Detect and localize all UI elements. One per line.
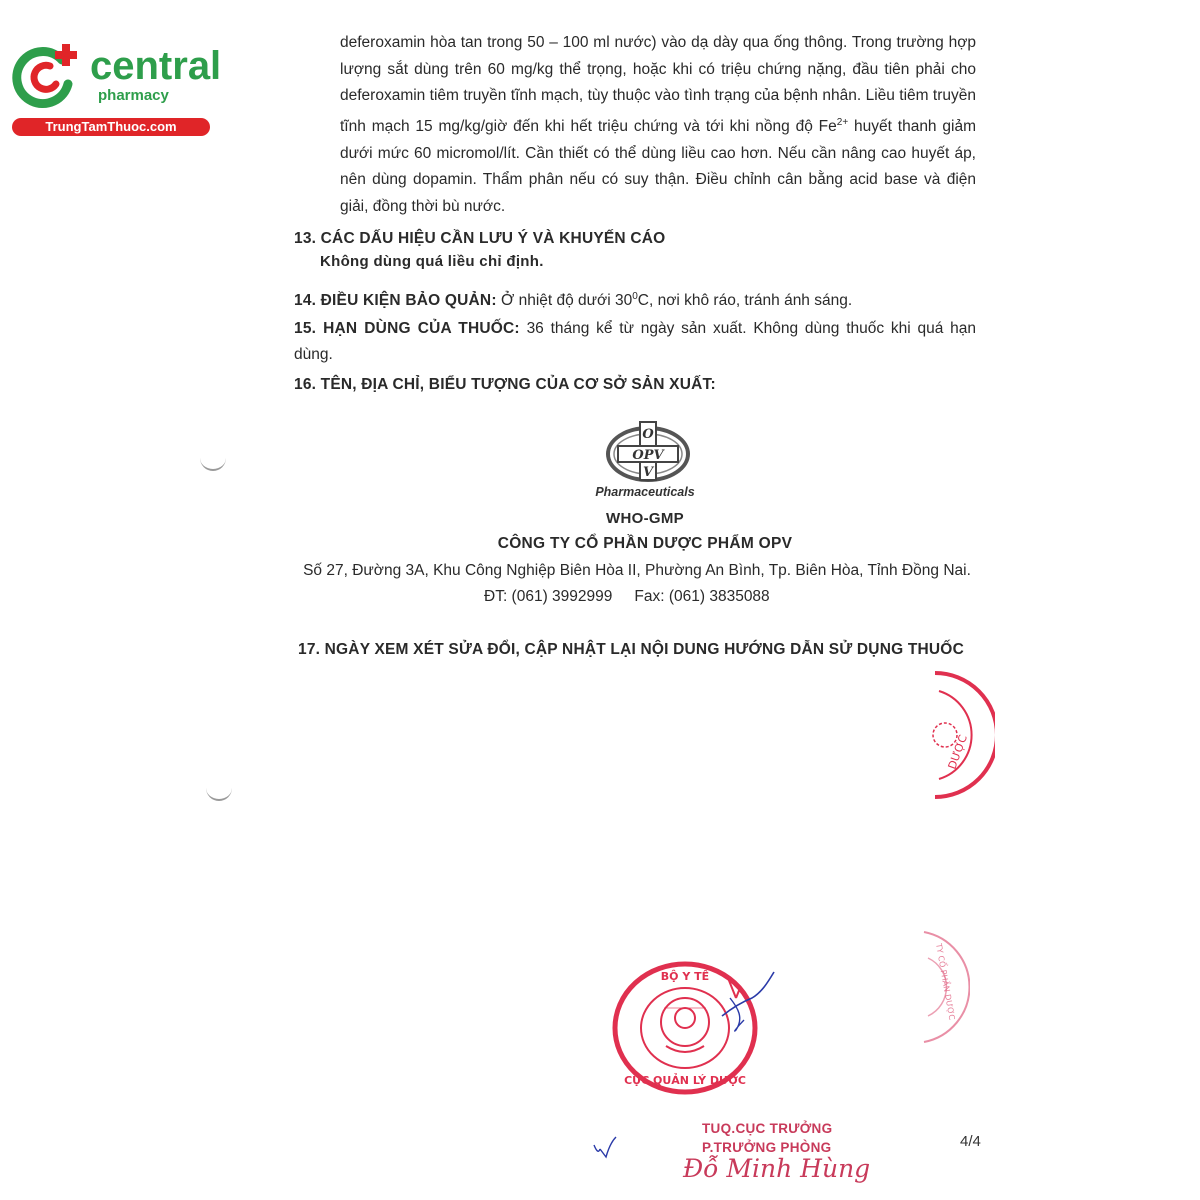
- ministry-stamp-top-text: BỘ Y TẾ: [660, 970, 710, 983]
- company-contact: [484, 588, 792, 606]
- section-14-superscript: 0: [632, 291, 638, 302]
- page-number: 4/4: [960, 1133, 981, 1150]
- who-gmp-label: WHO-GMP: [606, 510, 684, 527]
- company-stamp-partial-top-text: DƯỢC: [945, 733, 971, 772]
- section-17: [298, 637, 964, 663]
- section-15: [294, 316, 976, 368]
- signature-scribble: [718, 968, 778, 1038]
- section-13-heading: [294, 226, 665, 252]
- section-13-title: 13. CÁC DẤU HIỆU CẦN LƯU Ý VÀ KHUYẾN CÁO: [294, 230, 666, 247]
- signature-line-1: TUQ.CỤC TRƯỞNG: [702, 1121, 833, 1136]
- opv-logo-text: OPV: [632, 448, 664, 463]
- intro-superscript: 2+: [836, 116, 849, 128]
- company-stamp-partial-text: TY CỔ PHẦN DƯỢC: [934, 942, 957, 1021]
- ministry-stamp-bottom-text: CỤC QUẢN LÝ DƯỢC: [624, 1074, 746, 1087]
- signature-name: Đỗ Minh Hùng: [683, 1154, 871, 1183]
- signature-line-2: P.TRƯỞNG PHÒNG: [702, 1140, 832, 1155]
- punch-hole-top: [200, 455, 226, 471]
- section-15-title: 15. HẠN DÙNG CỦA THUỐC:: [294, 320, 520, 337]
- opv-letter-o: O: [642, 427, 654, 442]
- pharmaceuticals-label: Pharmaceuticals: [595, 485, 695, 499]
- section-13-warning: Không dùng quá liều chỉ định.: [320, 253, 544, 270]
- opv-logo-icon: [604, 418, 692, 484]
- section-14: [294, 284, 852, 314]
- company-address: Số 27, Đường 3A, Khu Công Nghiệp Biên Hòa II, Phường An Bình, Tp. Biên Hòa, Tỉnh Đồng Nai.: [303, 562, 971, 579]
- intro-text-end: huyết thanh giảm dưới mức 60 micromol/lít. Cần thiết có thể dùng liều cao hơn. Nếu cần nâng cao huyết áp, nên dùng dopamin. Thẩm phân nếu có suy thận. Điều chỉnh cân bằng acid base và điện giải, đồng thời bù nước.: [340, 117, 976, 215]
- section-14-title: 14. ĐIỀU KIỆN BẢO QUẢN:: [294, 292, 497, 310]
- section-14-text: Ở nhiệt độ dưới 30: [496, 292, 633, 310]
- central-logo-icon: [10, 40, 82, 112]
- section-16: [294, 372, 716, 398]
- intro-paragraph: [340, 30, 976, 220]
- section-16-title: 16. TÊN, ĐỊA CHỈ, BIỂU TƯỢNG CỦA CƠ SỞ SẢN XUẤT:: [294, 376, 716, 393]
- initial-mark: [590, 1133, 620, 1163]
- section-15-text: 36 tháng kể từ ngày sản xuất. Không dùng thuốc khi quá hạn dùng.: [294, 320, 976, 363]
- company-name: CÔNG TY CỔ PHẦN DƯỢC PHẨM OPV: [497, 535, 793, 552]
- central-pharmacy-logo[interactable]: [10, 36, 222, 136]
- phone-number: ĐT: (061) 3992999: [484, 588, 613, 605]
- logo-url-badge[interactable]: TrungTamThuoc.com: [12, 118, 210, 136]
- punch-hole-bottom: [206, 785, 232, 801]
- opv-letter-v: V: [642, 465, 654, 480]
- fax-number: Fax: (061) 3835088: [634, 588, 770, 605]
- company-stamp-partial-top: [925, 665, 995, 805]
- section-14-text-end: C, nơi khô ráo, tránh ánh sáng.: [637, 292, 853, 310]
- company-stamp-partial-bottom: [918, 928, 970, 1046]
- intro-text: deferoxamin hòa tan trong 50 – 100 ml nước) vào dạ dày qua ống thông. Trong trường hợp lượng sắt dùng trên 60 mg/kg thể trọng, hoặc khi có triệu chứng nặng, đầu tiên phải cho deferoxamin tiêm truyền tĩnh mạch, tùy thuộc vào tình trạng của bệnh nhân. Liều tiêm truyền tĩnh mạch 15 mg/kg/giờ đến khi hết triệu chứng và tới khi nồng độ Fe: [340, 34, 976, 135]
- section-17-title: 17. NGÀY XEM XÉT SỬA ĐỔI, CẬP NHẬT LẠI NỘI DUNG HƯỚNG DẪN SỬ DỤNG THUỐC: [298, 641, 964, 658]
- logo-subtitle: pharmacy: [98, 87, 169, 104]
- logo-name: central: [90, 44, 222, 88]
